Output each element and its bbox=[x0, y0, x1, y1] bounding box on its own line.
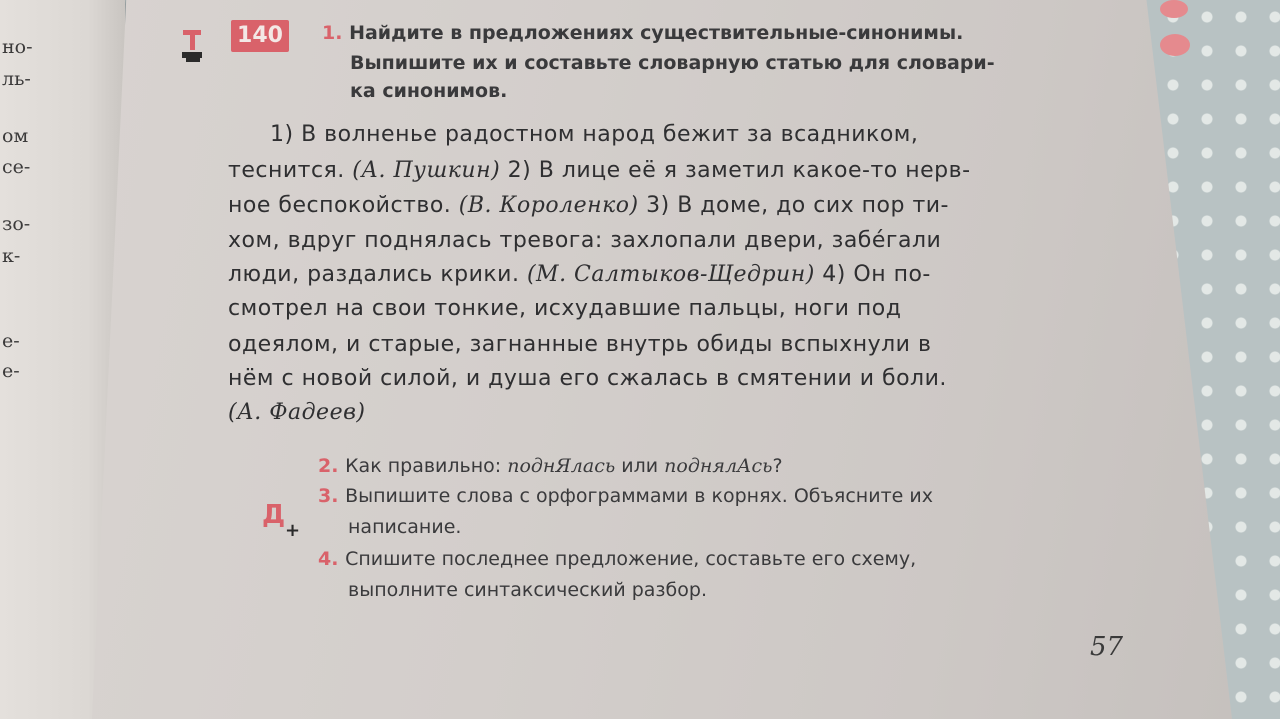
text-line bbox=[228, 193, 949, 218]
question-text: Выпишите слова с орфограммами в корнях. Объясните их bbox=[345, 485, 933, 507]
extra-task-plus: + bbox=[285, 520, 301, 541]
left-fragment: се- bbox=[2, 156, 31, 178]
author-citation: (М. Салтыков-Щедрин) bbox=[526, 262, 815, 287]
text-fragment: 1) В волненье радостном народ бежит за всадником, bbox=[270, 122, 919, 147]
text-line bbox=[228, 400, 365, 425]
text-fragment: люди, раздались крики. bbox=[228, 262, 527, 287]
question-text: или bbox=[615, 455, 665, 477]
question-number: 2. bbox=[318, 455, 346, 477]
text-fragment: ное беспокойство. bbox=[228, 193, 459, 218]
left-fragment: е- bbox=[2, 360, 20, 382]
decor-dot bbox=[1160, 0, 1188, 18]
textbook-page bbox=[92, 0, 1232, 719]
task-1-line: Выпишите их и составьте словарную статью для словари- bbox=[350, 52, 995, 74]
question-text: Спишите последнее предложение, составьте его схему, bbox=[345, 548, 917, 570]
text-fragment: 4) Он по- bbox=[814, 262, 931, 287]
text-fragment: хом, вдруг поднялась тревога: захлопали двери, забéгали bbox=[228, 228, 942, 253]
text-fragment: смотрел на свои тонкие, исхудавшие пальцы, ноги под bbox=[228, 296, 902, 321]
text-line bbox=[228, 158, 971, 183]
left-fragment: к- bbox=[2, 245, 21, 267]
extra-task-mark: Д bbox=[262, 500, 286, 530]
left-fragment: ом bbox=[2, 125, 29, 147]
question-number: 4. bbox=[318, 548, 346, 570]
question-line bbox=[318, 485, 933, 507]
text-fragment: 2) В лице её я заметил какое-то нерв- bbox=[500, 158, 971, 183]
left-fragment: ль- bbox=[2, 68, 31, 90]
text-line bbox=[270, 122, 918, 147]
emphasized-word: поднЯлась bbox=[507, 455, 616, 477]
question-text: Как правильно: bbox=[345, 455, 508, 477]
author-citation: (А. Пушкин) bbox=[352, 158, 501, 183]
author-citation: (В. Короленко) bbox=[458, 193, 639, 218]
text-line bbox=[228, 262, 931, 287]
left-fragment: зо- bbox=[2, 213, 31, 235]
text-fragment: одеялом, и старые, загнанные внутрь обиды вспыхнули в bbox=[228, 332, 932, 357]
question-text: выполните синтаксический разбор. bbox=[348, 579, 707, 601]
text-line bbox=[228, 332, 931, 357]
question-line bbox=[348, 516, 461, 538]
text-fragment: нём с новой силой, и душа его сжалась в смятении и боли. bbox=[228, 366, 947, 391]
question-number: 3. bbox=[318, 485, 346, 507]
question-line bbox=[318, 548, 916, 570]
task-1-number: 1. bbox=[322, 22, 343, 44]
page-number: 57 bbox=[1090, 632, 1124, 662]
text-line bbox=[228, 366, 947, 391]
emphasized-word: поднялАсь bbox=[664, 455, 773, 477]
question-line bbox=[318, 455, 783, 477]
text-line bbox=[228, 228, 941, 253]
task-1-line: ка синонимов. bbox=[350, 80, 508, 102]
question-text: написание. bbox=[348, 516, 462, 538]
difficulty-marker-icon bbox=[180, 26, 210, 66]
text-fragment: 3) В доме, до сих пор ти- bbox=[638, 193, 949, 218]
task-1-text: Найдите в предложениях существительные-синонимы. bbox=[349, 22, 964, 44]
question-line bbox=[348, 579, 707, 601]
text-fragment: теснится. bbox=[228, 158, 353, 183]
question-text: ? bbox=[772, 455, 783, 477]
decor-dot bbox=[1160, 34, 1190, 56]
author-citation: (А. Фадеев) bbox=[228, 400, 366, 425]
task-1-line bbox=[322, 22, 963, 44]
exercise-number: 140 bbox=[231, 20, 289, 52]
left-fragment: но- bbox=[2, 36, 33, 58]
text-line bbox=[228, 296, 901, 321]
left-fragment: е- bbox=[2, 330, 20, 352]
